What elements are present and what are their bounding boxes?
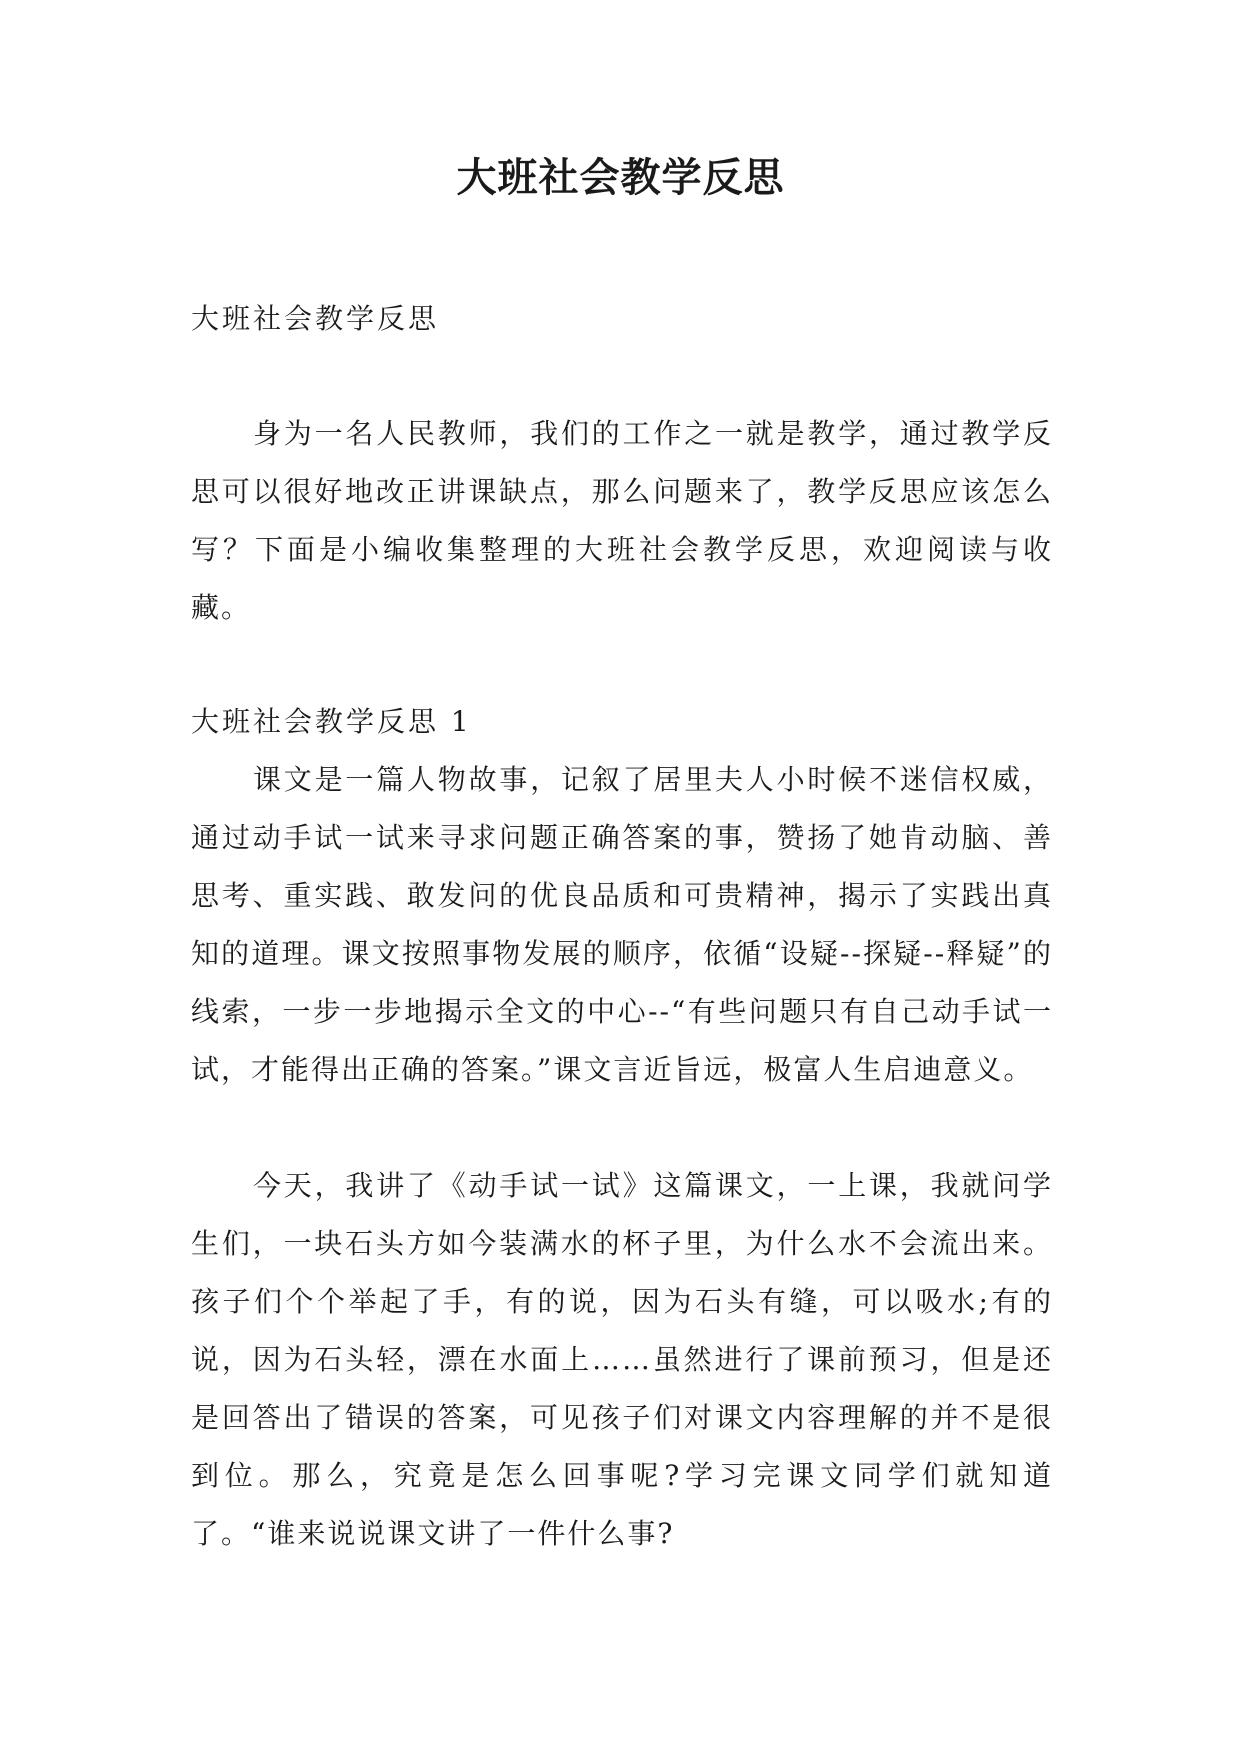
section-heading: 大班社会教学反思 1 [191, 705, 472, 738]
intro-paragraph: 身为一名人民教师，我们的工作之一就是教学，通过教学反思可以很好地改正讲课缺点，那么问题来了，教学反思应该怎么写？下面是小编收集整理的大班社会教学反思，欢迎阅读与收藏。 [191, 417, 1053, 624]
document-title: 大班社会教学反思 [456, 154, 785, 201]
body-paragraph: 今天，我讲了《动手试一试》这篇课文，一上课，我就问学生们，一块石头方如今装满水的杯子里，为什么水不会流出来。孩子们个个举起了手，有的说，因为石头有缝，可以吸水;有的说，因为石头轻，漂在水面上……虽然进行了课前预习，但是还是回答出了错误的答案，可见孩子们对课文内容理解的并不是很到位。那么，究竟是怎么回事呢?学习完课文同学们就知道了。“谁来说说课文讲了一件什么事? [191, 1169, 1053, 1550]
body-paragraph: 课文是一篇人物故事，记叙了居里夫人小时候不迷信权威，通过动手试一试来寻求问题正确答案的事，赞扬了她肯动脑、善思考、重实践、敢发问的优良品质和可贵精神，揭示了实践出真知的道理。课文按照事物发展的顺序，依循“设疑--探疑--释疑”的线索，一步一步地揭示全文的中心--“有些问题只有自己动手试一试，才能得出正确的答案。”课文言近旨远，极富人生启迪意义。 [191, 763, 1053, 1086]
document-subtitle: 大班社会教学反思 [191, 302, 440, 335]
